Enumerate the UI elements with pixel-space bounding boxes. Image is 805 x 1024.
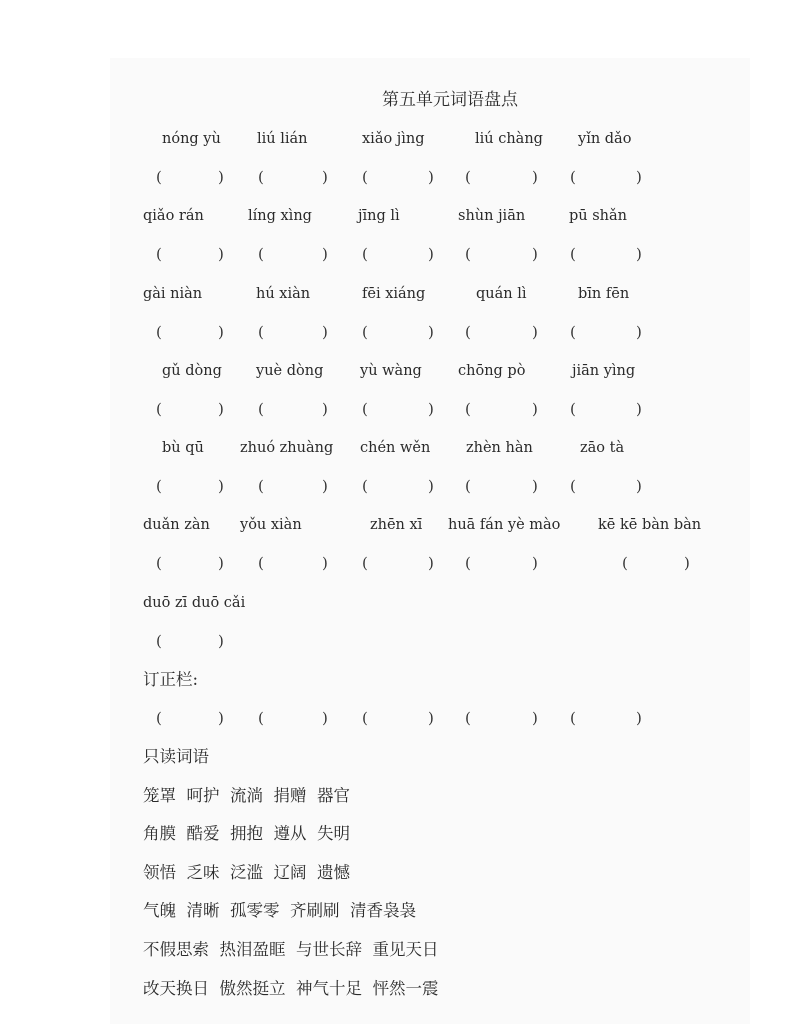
answer-paren-open: ( [362,245,368,263]
answer-paren-close: ) [532,323,538,341]
pinyin-word: líng xìng [248,208,312,224]
answer-paren-close: ) [636,168,642,186]
pinyin-word: yǐn dǎo [578,131,632,147]
answer-paren-open: ( [465,554,471,572]
answer-paren-open: ( [362,477,368,495]
correction-paren-open: ( [570,709,576,727]
answer-paren-open: ( [362,168,368,186]
answer-paren-open: ( [258,477,264,495]
answer-paren-open: ( [258,554,264,572]
pinyin-word: kē kē bàn bàn [598,517,702,533]
answer-paren-close: ) [322,400,328,418]
answer-paren-open: ( [156,632,162,650]
answer-paren-close: ) [218,168,224,186]
answer-paren-close: ) [322,323,328,341]
answer-paren-close: ) [218,245,224,263]
answer-paren-open: ( [465,323,471,341]
page-title: 第五单元词语盘点 [382,90,518,110]
pinyin-word: yuè dòng [256,363,324,379]
answer-paren-close: ) [322,477,328,495]
answer-paren-open: ( [362,554,368,572]
answer-paren-open: ( [156,323,162,341]
correction-paren-close: ) [428,709,434,727]
answer-paren-close: ) [218,323,224,341]
correction-paren-open: ( [465,709,471,727]
read-only-title: 只读词语 [143,747,209,766]
read-only-line: 笼罩 呵护 流淌 捐赠 器官 [143,786,350,805]
answer-paren-close: ) [532,400,538,418]
answer-paren-close: ) [532,554,538,572]
answer-paren-open: ( [622,554,628,572]
answer-paren-close: ) [428,245,434,263]
answer-paren-open: ( [570,477,576,495]
answer-paren-close: ) [532,168,538,186]
answer-paren-close: ) [322,168,328,186]
correction-label: 订正栏: [143,670,199,689]
answer-paren-close: ) [636,400,642,418]
read-only-line: 气魄 清晰 孤零零 齐刷刷 清香袅袅 [143,901,416,920]
pinyin-word: duō zī duō cǎi [143,595,246,611]
answer-paren-close: ) [218,477,224,495]
answer-paren-open: ( [258,400,264,418]
answer-paren-open: ( [156,168,162,186]
pinyin-word: xiǎo jìng [362,131,425,147]
answer-paren-close: ) [684,554,690,572]
answer-paren-close: ) [428,168,434,186]
pinyin-word: jīng lì [358,208,400,224]
correction-paren-open: ( [258,709,264,727]
answer-paren-open: ( [156,400,162,418]
pinyin-word: zhèn hàn [466,440,533,456]
answer-paren-open: ( [570,323,576,341]
answer-paren-close: ) [532,477,538,495]
answer-paren-close: ) [636,477,642,495]
answer-paren-close: ) [428,400,434,418]
pinyin-word: duǎn zàn [143,517,210,533]
pinyin-word: yù wàng [360,363,422,379]
pinyin-word: gǔ dòng [162,363,222,379]
answer-paren-open: ( [570,400,576,418]
pinyin-word: hú xiàn [256,286,311,302]
pinyin-word: gài niàn [143,286,203,302]
pinyin-word: zhēn xī [370,517,423,533]
answer-paren-close: ) [428,554,434,572]
correction-paren-open: ( [156,709,162,727]
pinyin-word: yǒu xiàn [240,517,302,533]
correction-paren-close: ) [218,709,224,727]
answer-paren-close: ) [218,400,224,418]
answer-paren-open: ( [258,245,264,263]
pinyin-word: chōng pò [458,363,526,379]
answer-paren-close: ) [218,632,224,650]
pinyin-word: jiān yìng [572,363,636,379]
pinyin-word: fēi xiáng [362,286,426,302]
answer-paren-open: ( [156,477,162,495]
answer-paren-close: ) [532,245,538,263]
answer-paren-open: ( [465,245,471,263]
pinyin-word: pū shǎn [569,208,627,224]
answer-paren-close: ) [322,245,328,263]
answer-paren-open: ( [465,477,471,495]
pinyin-word: zāo tà [580,440,625,456]
answer-paren-open: ( [156,554,162,572]
correction-paren-close: ) [322,709,328,727]
answer-paren-open: ( [258,323,264,341]
answer-paren-open: ( [362,400,368,418]
pinyin-word: qiǎo rán [143,208,204,224]
read-only-line: 领悟 乏味 泛滥 辽阔 遗憾 [143,863,350,882]
answer-paren-open: ( [465,400,471,418]
pinyin-word: liú chàng [475,131,543,147]
pinyin-word: liú lián [257,131,308,147]
answer-paren-close: ) [218,554,224,572]
pinyin-word: huā fán yè mào [448,517,561,533]
pinyin-word: bīn fēn [578,286,630,302]
answer-paren-open: ( [156,245,162,263]
pinyin-word: quán lì [476,286,527,302]
pinyin-word: zhuó zhuàng [240,440,334,456]
pinyin-word: shùn jiān [458,208,526,224]
correction-paren-close: ) [636,709,642,727]
answer-paren-open: ( [465,168,471,186]
pinyin-word: bù qū [162,440,204,456]
answer-paren-open: ( [570,245,576,263]
pinyin-word: chén wěn [360,440,431,456]
correction-paren-close: ) [532,709,538,727]
pinyin-word: nóng yù [162,131,221,147]
answer-paren-open: ( [570,168,576,186]
answer-paren-close: ) [322,554,328,572]
answer-paren-open: ( [362,323,368,341]
correction-paren-open: ( [362,709,368,727]
answer-paren-close: ) [636,323,642,341]
answer-paren-close: ) [428,477,434,495]
answer-paren-close: ) [428,323,434,341]
answer-paren-open: ( [258,168,264,186]
read-only-line: 改天换日 傲然挺立 神气十足 怦然一震 [143,979,439,998]
read-only-line: 不假思索 热泪盈眶 与世长辞 重见天日 [143,940,439,959]
read-only-line: 角膜 酷爱 拥抱 遵从 失明 [143,824,350,843]
answer-paren-close: ) [636,245,642,263]
